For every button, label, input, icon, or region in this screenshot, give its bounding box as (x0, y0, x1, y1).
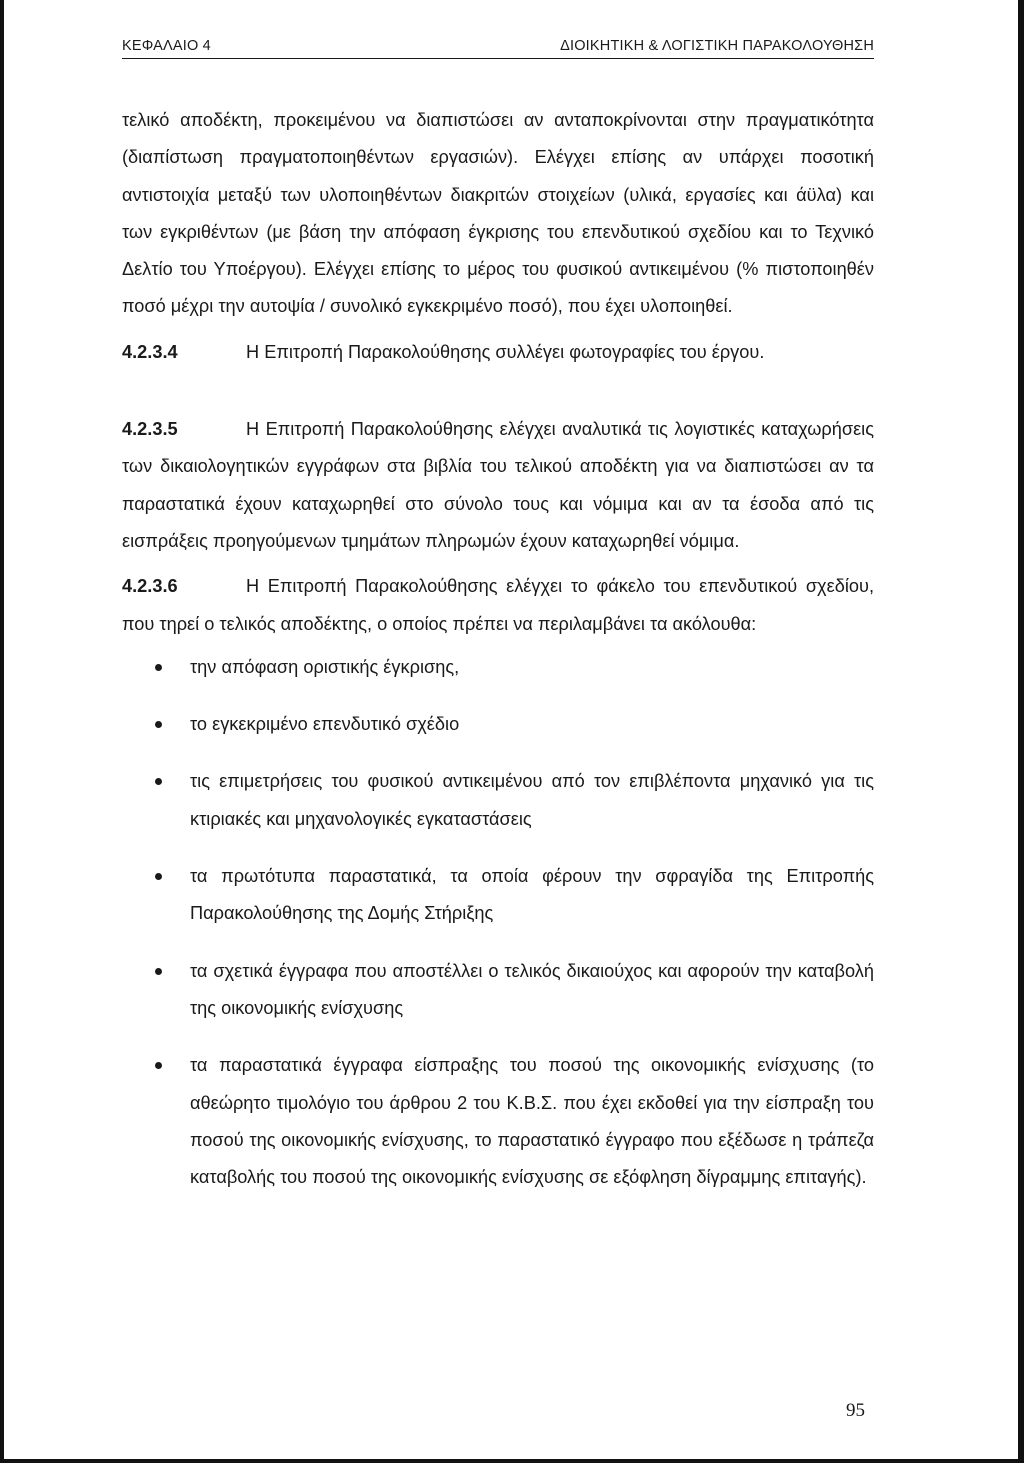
section-4-2-3-4 (122, 334, 874, 371)
list-item (122, 706, 874, 743)
list-item-text: τα σχετικά έγγραφα που αποστέλλει ο τελικός δικαιούχος και αφορούν την καταβολή της οικονομικής ενίσχυσης (190, 960, 874, 1018)
scan-edge-left (0, 0, 4, 1463)
bullet-icon (155, 778, 162, 785)
list-item (122, 953, 874, 1028)
header-chapter: ΚΕΦΑΛΑΙΟ 4 (122, 38, 211, 54)
list-item (122, 649, 874, 686)
intro-paragraph: τελικό αποδέκτη, προκειμένου να διαπιστώσει αν ανταποκρίνονται στην πραγματικότητα (διαπίστωση πραγματοποιηθέντων εργασιών). Ελέγχει επίσης αν υπάρχει ποσοτική αντιστοιχία μεταξύ των υλοποιηθέντων διακριτών στοιχείων (υλικά, εργασίες και άϋλα) και των εγκριθέντων (με βάση την απόφαση έγκρισης του επενδυτικού σχεδίου και το Τεχνικό Δελτίο του Υποέργου). Ελέγχει επίσης το μέρος του φυσικού αντικειμένου (% πιστοποιηθέν ποσό μέχρι την αυτοψία / συνολικό εγκεκριμένο ποσό), που έχει υλοποιηθεί. (122, 110, 874, 317)
list-item-text: τα παραστατικά έγγραφα είσπραξης του ποσού της οικονομικής ενίσχυσης (το αθεώρητο τιμολόγιο του άρθρου 2 του Κ.Β.Σ. που έχει εκδοθεί για την είσπραξη του ποσού της οικονομικής ενίσχυσης, το παραστατικό έγγραφο που εξέδωσε η τράπεζα καταβολής του ποσού της οικονομικής ενίσχυσης σε εξόφληση δίγραμμης επιταγής). (190, 1055, 874, 1188)
list-item-text: το εγκεκριμένο επενδυτικό σχέδιο (190, 714, 460, 735)
list-item (122, 858, 874, 933)
scan-edge-bottom (0, 1459, 1024, 1463)
bullet-icon (155, 1062, 162, 1069)
list-item-text: τις επιμετρήσεις του φυσικού αντικειμένου από τον επιβλέποντα μηχανικό για τις κτιριακές και μηχανολογικές εγκαταστάσεις (190, 771, 874, 829)
list-item-text: την απόφαση οριστικής έγκρισης, (190, 656, 460, 677)
header-section-title: ΔΙΟΙΚΗΤΙΚΗ & ΛΟΓΙΣΤΙΚΗ ΠΑΡΑΚΟΛΟΥΘΗΣΗ (560, 38, 874, 54)
bullet-icon (155, 664, 162, 671)
scan-edge-right (1018, 0, 1024, 1463)
section-number: 4.2.3.5 (122, 419, 178, 440)
section-number: 4.2.3.6 (122, 576, 178, 597)
bullet-icon (155, 721, 162, 728)
running-header (122, 36, 874, 59)
section-number: 4.2.3.4 (122, 341, 178, 362)
bullet-icon (155, 968, 162, 975)
page-body (122, 102, 874, 1216)
page-number: 95 (846, 1400, 865, 1421)
list-item (122, 763, 874, 838)
section-text: Η Επιτροπή Παρακολούθησης συλλέγει φωτογραφίες του έργου. (246, 341, 765, 362)
required-documents-list (122, 649, 874, 1197)
section-4-2-3-5 (122, 411, 874, 560)
list-item (122, 1047, 874, 1196)
list-item-text: τα πρωτότυπα παραστατικά, τα οποία φέρουν την σφραγίδα της Επιτροπής Παρακολούθησης της Δομής Στήριξης (190, 866, 874, 924)
bullet-icon (155, 873, 162, 880)
section-4-2-3-6 (122, 568, 874, 643)
section-text: Η Επιτροπή Παρακολούθησης ελέγχει το φάκελο του επενδυτικού σχεδίου, που τηρεί ο τελικός αποδέκτης, ο οποίος πρέπει να περιλαμβάνει τα ακόλουθα: (122, 576, 874, 634)
section-text: Η Επιτροπή Παρακολούθησης ελέγχει αναλυτικά τις λογιστικές καταχωρήσεις των δικαιολογητικών εγγράφων στα βιβλία του τελικού αποδέκτη για να διαπιστώσει αν τα παραστατικά έχουν καταχωρηθεί στο σύνολο τους και νόμιμα και αν τα έσοδα από τις εισπράξεις προηγούμενων τμημάτων πληρωμών έχουν καταχωρηθεί νόμιμα. (122, 419, 874, 551)
